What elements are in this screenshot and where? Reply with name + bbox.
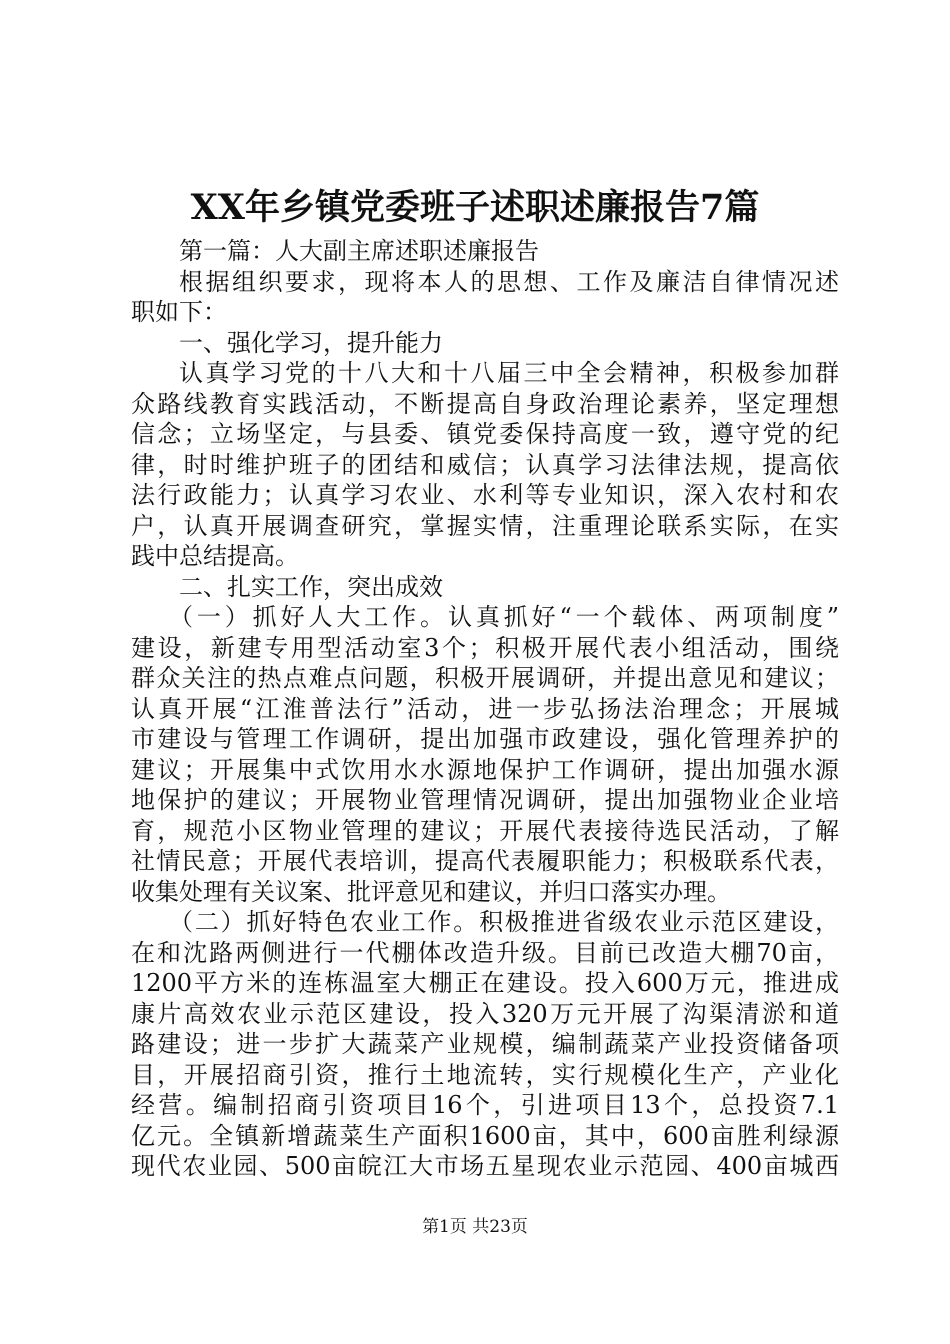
paragraph-line: 在和沈路两侧进行一代棚体改造升级。目前已改造大棚70亩， [131, 938, 839, 967]
paragraph-line: 践中总结提高。 [131, 542, 299, 570]
paragraph-line: 第一篇：人大副主席述职述廉报告 [179, 237, 539, 265]
paragraph-line: 亿元。全镇新增蔬菜生产面积1600亩，其中，600亩胜利绿源 [131, 1121, 839, 1150]
document-title: XX年乡镇党委班子述职述廉报告7篇 [190, 187, 760, 228]
paragraph-line: 法行政能力；认真学习农业、水利等专业知识，深入农村和农 [131, 481, 839, 509]
paragraph-line: 康片高效农业示范区建设，投入320万元开展了沟渠清淤和道 [131, 999, 839, 1028]
paragraph-line: 根据组织要求，现将本人的思想、工作及廉洁自律情况述 [179, 267, 839, 296]
paragraph-line: 群众关注的热点难点问题，积极开展调研，并提出意见和建议； [131, 664, 839, 692]
paragraph-line: 认真开展“江淮普法行”活动，进一步弘扬法治理念；开展城 [131, 694, 839, 723]
paragraph-line: 认真学习党的十八大和十八届三中全会精神，积极参加群 [179, 359, 839, 387]
paragraph-line: 信念；立场坚定，与县委、镇党委保持高度一致，遵守党的纪 [131, 420, 839, 448]
paragraph-line: 经营。编制招商引资项目16个，引进项目13个，总投资7.1 [131, 1091, 839, 1119]
paragraph-line: 众路线教育实践活动，不断提高自身政治理论素养，坚定理想 [131, 389, 839, 418]
paragraph-line: 目，开展招商引资，推行土地流转，实行规模化生产，产业化 [131, 1060, 839, 1089]
paragraph-line: （一）抓好人大工作。认真抓好“一个载体、两项制度” [169, 603, 839, 631]
paragraph-line: 地保护的建议；开展物业管理情况调研，提出加强物业企业培 [131, 786, 839, 814]
page-number: 第1页 共23页 [422, 1217, 528, 1237]
paragraph-line: 社情民意；开展代表培训，提高代表履职能力；积极联系代表， [131, 847, 839, 875]
paragraph-line: 户，认真开展调查研究，掌握实情，注重理论联系实际，在实 [131, 511, 839, 540]
paragraph-line: 建议；开展集中式饮用水水源地保护工作调研，提出加强水源 [131, 755, 839, 784]
paragraph-line: 律，时时维护班子的团结和威信；认真学习法律法规，提高依 [131, 450, 839, 479]
paragraph-line: 现代农业园、500亩皖江大市场五星现农业示范园、400亩城西 [131, 1152, 839, 1180]
paragraph-line: 建设，新建专用型活动室3个；积极开展代表小组活动，围绕 [131, 633, 839, 662]
document-body [131, 236, 839, 1182]
paragraph-line: 职如下： [131, 298, 227, 326]
paragraph-line: 收集处理有关议案、批评意见和建议，并归口落实办理。 [131, 877, 731, 906]
paragraph-line: 市建设与管理工作调研，提出加强市政建设，强化管理养护的 [131, 725, 839, 753]
paragraph-line: 二、扎实工作，突出成效 [179, 572, 443, 601]
paragraph-line: （二）抓好特色农业工作。积极推进省级农业示范区建设， [169, 908, 839, 936]
paragraph-line: 育，规范小区物业管理的建议；开展代表接待选民活动，了解 [131, 816, 839, 845]
paragraph-line: 路建设；进一步扩大蔬菜产业规模，编制蔬菜产业投资储备项 [131, 1030, 839, 1058]
paragraph-line: 1200平方米的连栋温室大棚正在建设。投入600万元，推进成 [131, 969, 839, 997]
paragraph-line: 一、强化学习，提升能力 [179, 328, 443, 357]
